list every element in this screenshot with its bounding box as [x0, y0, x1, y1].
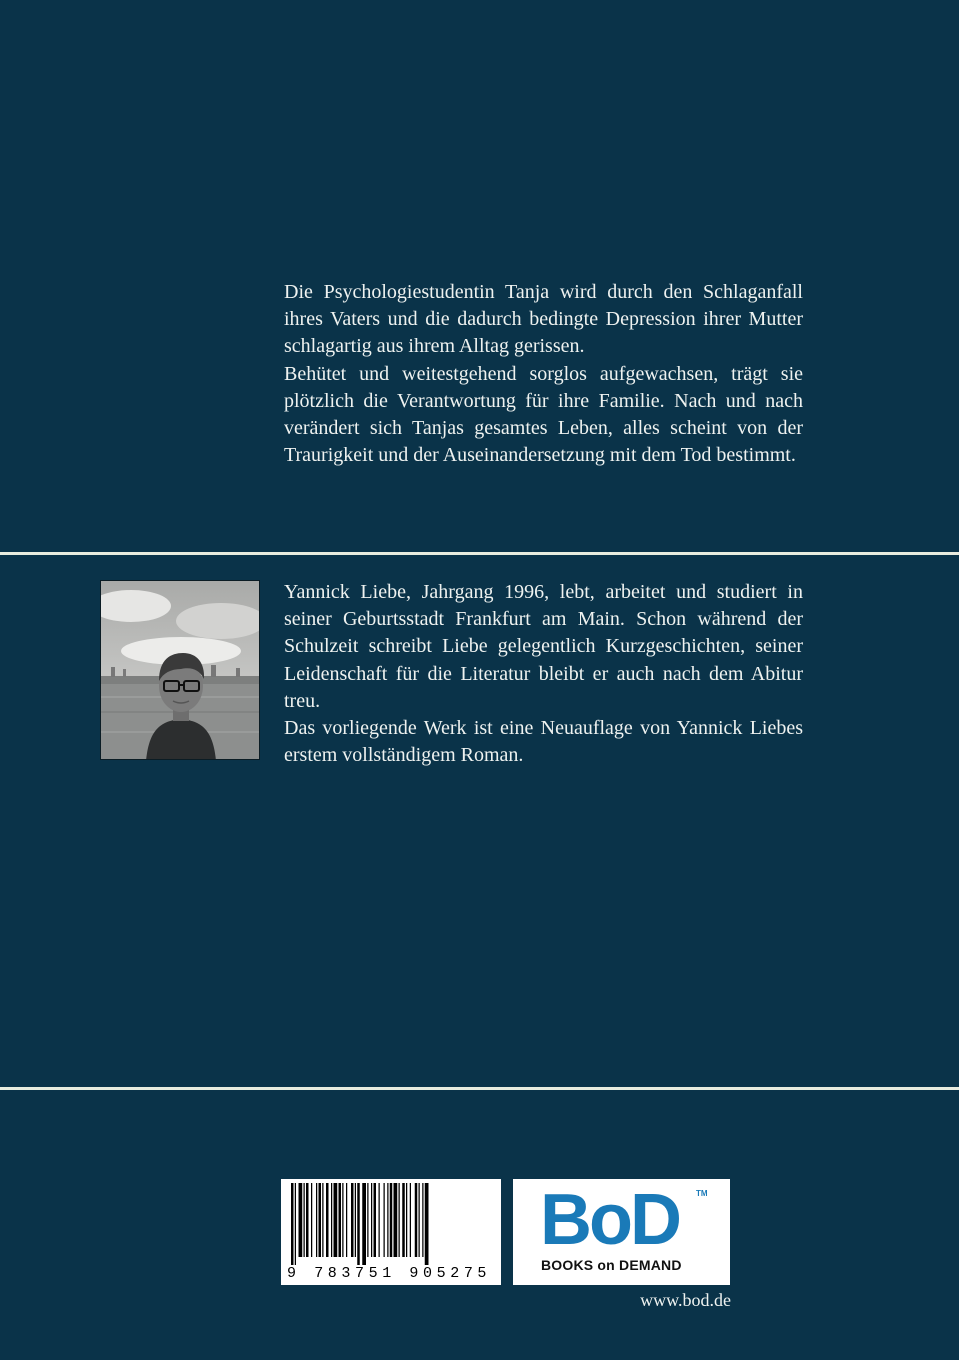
author-bio [284, 579, 803, 769]
barcode-bar [425, 1183, 429, 1265]
barcode-bar [379, 1183, 380, 1257]
trademark-mark: TM [696, 1189, 708, 1198]
barcode-bar [339, 1183, 342, 1257]
book-blurb [284, 279, 803, 469]
publisher-url[interactable]: www.bod.de [640, 1290, 731, 1310]
publisher-logo [513, 1179, 730, 1285]
barcode-bar [342, 1183, 343, 1257]
bio-paragraph-2: Das vorliegende Werk ist eine Neuauflage von Yannick Liebes erstem vollständigem Roman. [284, 717, 803, 767]
barcode-bar [319, 1183, 322, 1257]
barcode-bar [387, 1183, 388, 1257]
barcode-bar [422, 1183, 423, 1257]
barcode-bar [299, 1183, 303, 1257]
blurb-paragraph-1: Die Psychologiestudentin Tanja wird durch den Schlaganfall ihres Vaters und die dadurch bedingte Depression ihrer Mutter schlagartig aus ihrem Alltag gerissen. [284, 281, 803, 358]
barcode-bar [419, 1183, 420, 1257]
bod-tagline: BOOKS on DEMAND [541, 1257, 682, 1273]
barcode-bar [406, 1183, 407, 1257]
bio-paragraph-1: Yannick Liebe, Jahrgang 1996, lebt, arbeitet und studiert in seiner Geburtsstadt Frankfurt am Main. Schon während der Schulzeit schreibt Liebe gelegentlich Kurzgeschichten, seiner Leidenschaft für die Literatur bleibt er auch nach dem Abitur treu. [284, 581, 803, 712]
isbn-barcode [281, 1179, 501, 1285]
barcode-bar [355, 1183, 356, 1257]
barcode-bar [322, 1183, 323, 1257]
author-photo [100, 580, 260, 760]
barcode-bar [331, 1183, 332, 1257]
barcode-bar [367, 1183, 368, 1257]
barcode-bar [357, 1183, 360, 1265]
barcode-bar [410, 1183, 411, 1257]
barcode-bar [346, 1183, 347, 1257]
divider-top [0, 552, 959, 555]
barcode-bar [351, 1183, 354, 1257]
barcode-bar [291, 1183, 294, 1265]
blurb-paragraph-2: Behütet und weitestgehend sorglos aufgewachsen, trägt sie plötzlich die Verantwortung für ihre Familie. Nach und nach verändert sich Tanjas gesamtes Leben, alles scheint von der Traurigkeit und der Auseinandersetzung mit dem Tod bestimmt. [284, 362, 803, 467]
barcode-bar [402, 1183, 405, 1257]
barcode-bars [281, 1179, 501, 1265]
isbn-digits: 9 783751 905275 [287, 1265, 492, 1282]
barcode-bar [390, 1183, 393, 1257]
barcode-bar [399, 1183, 400, 1257]
barcode-bar [394, 1183, 398, 1257]
barcode-bar [362, 1183, 366, 1265]
barcode-bar [384, 1183, 385, 1257]
barcode-bar [415, 1183, 418, 1257]
barcode-bar [295, 1183, 296, 1265]
barcode-bar [304, 1183, 305, 1257]
barcode-bar [334, 1183, 338, 1257]
barcode-bar [306, 1183, 309, 1257]
barcode-bar [316, 1183, 317, 1257]
divider-bottom [0, 1087, 959, 1090]
barcode-bar [374, 1183, 377, 1257]
barcode-bar [326, 1183, 329, 1257]
barcode-bar [311, 1183, 312, 1257]
barcode-bar [371, 1183, 372, 1257]
bod-logo-text: BoD [540, 1180, 679, 1260]
